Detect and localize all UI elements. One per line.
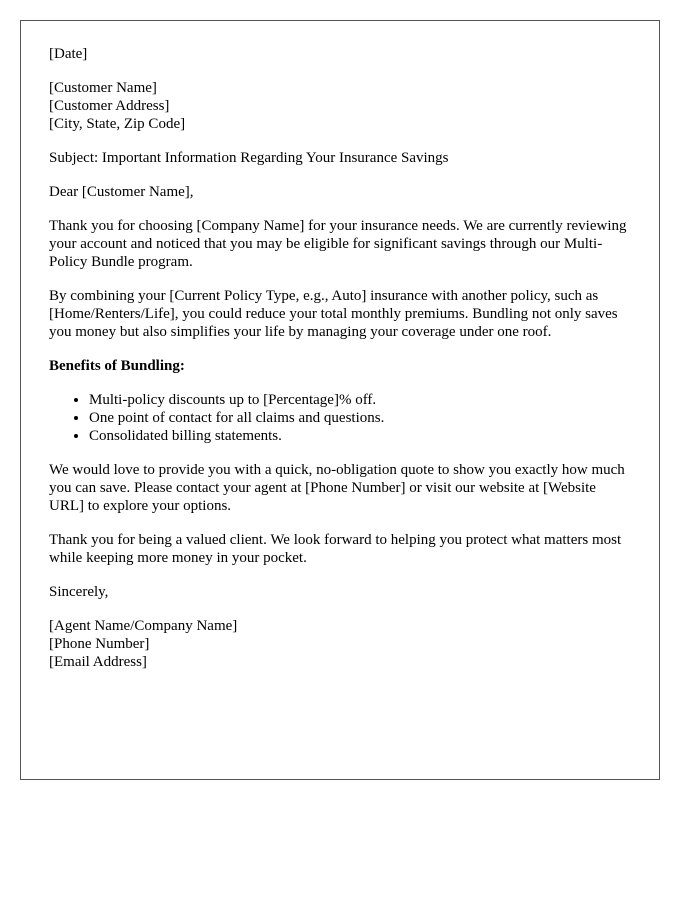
letter-closing: Sincerely, — [49, 584, 109, 600]
signature-email: [Email Address] — [49, 654, 147, 670]
list-item: • Consolidated billing statements. — [89, 427, 631, 445]
letter-greeting: Dear [Customer Name], — [49, 184, 194, 200]
list-item: • One point of contact for all claims and questions. — [89, 409, 631, 427]
list-item: • Multi-policy discounts up to [Percentage]% off. — [89, 391, 631, 409]
paragraph-quote: We would love to provide you with a quick, no-obligation quote to show you exactly how much you can save. Please contact your agent at [Phone Number] or visit our website at [Website URL] to explore your options. — [49, 462, 625, 514]
benefits-heading: Benefits of Bundling: — [49, 358, 185, 374]
recipient-city-state-zip: [City, State, Zip Code] — [49, 116, 186, 132]
paragraph-bundling: By combining your [Current Policy Type, e.g., Auto] insurance with another policy, such as [Home/Renters/Life], you could reduce your total monthly premiums. Bundling not only saves you money but also simplifies your life by managing your coverage under one roof. — [49, 288, 618, 340]
recipient-address: [Customer Address] — [49, 98, 170, 114]
signature-phone: [Phone Number] — [49, 636, 150, 652]
benefits-list — [49, 391, 631, 445]
letter-date: [Date] — [49, 46, 88, 62]
recipient-name: [Customer Name] — [49, 80, 157, 96]
recipient-block — [49, 79, 631, 133]
signature-agent: [Agent Name/Company Name] — [49, 618, 238, 634]
paragraph-thanks: Thank you for being a valued client. We look forward to helping you protect what matters most while keeping more money in your pocket. — [49, 532, 622, 566]
paragraph-intro: Thank you for choosing [Company Name] for your insurance needs. We are currently reviewing your account and noticed that you may be eligible for significant savings through our Multi-Policy Bundle program. — [49, 218, 627, 270]
letter-page — [20, 20, 660, 780]
signature-block — [49, 617, 631, 671]
letter-subject: Subject: Important Information Regarding Your Insurance Savings — [49, 150, 449, 166]
